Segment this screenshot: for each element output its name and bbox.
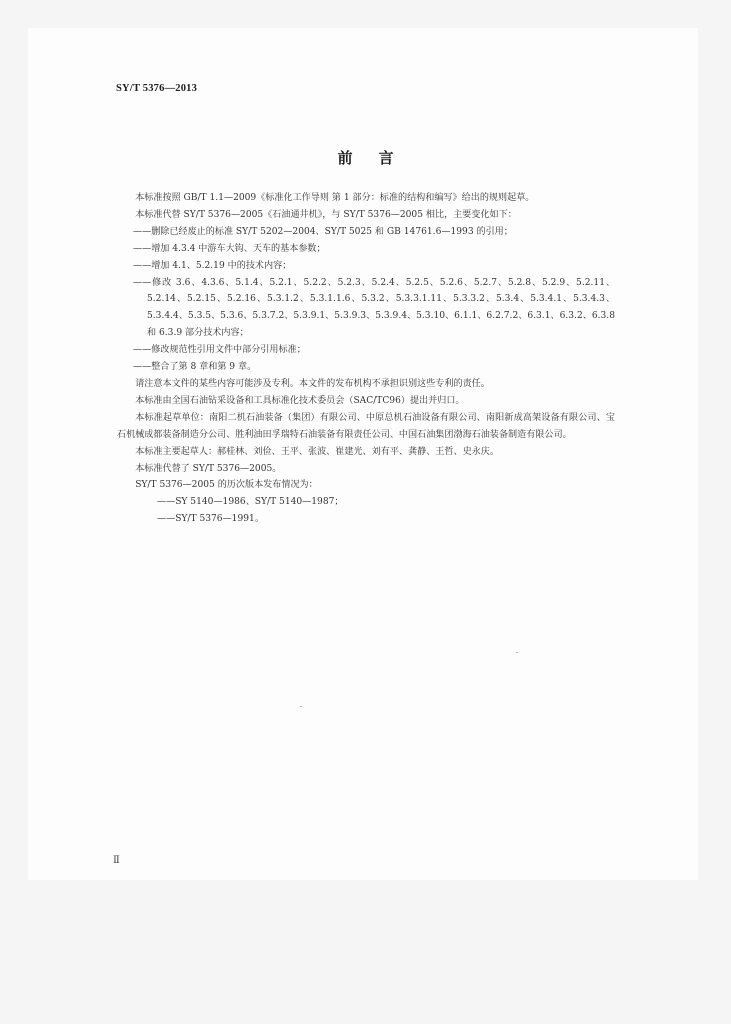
change-item: ——增加 4.1、5.2.19 中的技术内容； [133, 260, 292, 271]
change-item: ——删除已经废止的标准 SY/T 5202—2004、SY/T 5025 和 GB 14761.6—1993 的引用； [133, 226, 513, 237]
change-item: ——修改规范性引用文件中部分引用标准； [133, 345, 306, 356]
history-intro: SY/T 5376—2005 的历次版本发布情况为： [135, 480, 318, 491]
replaces-statement: 本标准代替了 SY/T 5376—2005。 [135, 463, 282, 474]
change-item: ——整合了第 8 章和第 9 章。 [133, 362, 257, 373]
paragraph-drafting-rule: 本标准按照 GB/T 1.1—2009《标准化工作导则 第 1 部分：标准的结构和编写》给出的规则起草。 [135, 193, 535, 203]
drafters: 本标准主要起草人：郝桂林、刘俭、王平、张波、崔建光、刘有平、龚静、王哲、史永庆。 [135, 446, 499, 457]
page-number: Ⅱ [113, 855, 120, 866]
change-item: ——增加 4.3.4 中游车大钩、天车的基本参数； [133, 243, 326, 254]
history-item: ——SY/T 5376—1991。 [157, 514, 264, 525]
scan-speck [300, 706, 302, 707]
change-item: ——修改 3.6、4.3.6、5.1.4、5.2.1、5.2.2、5.2.3、5.2.4、5.2.5、5.2.6、5.2.7、5.2.8、5.2.9、5.2.11、5.2.14、5.2.15、5.2.16、5.3.1.2、5.3.1.1.6、5.3.2、5.3.3.1.11、5.3.3.2、5.3.4、5.3.4.1、5.3.4.3、5.3.4.4、5.3.5、5.3.6、5.3.7.2、5.3.9.1、5.3.9.3、5.3.9.4、5.3.10、6.1.1、6.2.7.2、6.3.1、6.3.2、6.3.8 和 6.3.9 部分技术内容； [133, 277, 615, 339]
paragraph-replacement: 本标准代替 SY/T 5376—2005《石油通井机》，与 SY/T 5376—2005 相比，主要变化如下： [135, 209, 517, 220]
document-body [117, 190, 615, 528]
drafting-units: 本标准起草单位：南阳二机石油装备（集团）有限公司、中原总机石油设备有限公司、南阳新成高架设备有限公司、宝石机械成都装备制造分公司、胜利油田孚瑞特石油装备有限责任公司、中国石油集团渤海石油装备制造有限公司。 [117, 412, 615, 440]
history-item: ——SY 5140—1986、SY/T 5140—1987； [157, 497, 344, 508]
standard-code-header: SY/T 5376—2013 [116, 83, 198, 94]
patent-notice: 请注意本文件的某些内容可能涉及专利。本文件的发布机构不承担识别这些专利的责任。 [135, 378, 490, 389]
scan-speck [516, 652, 518, 653]
proposer-statement: 本标准由全国石油钻采设备和工具标准化技术委员会（SAC/TC96）提出并归口。 [135, 395, 465, 406]
page-title: 前言 [337, 149, 420, 167]
